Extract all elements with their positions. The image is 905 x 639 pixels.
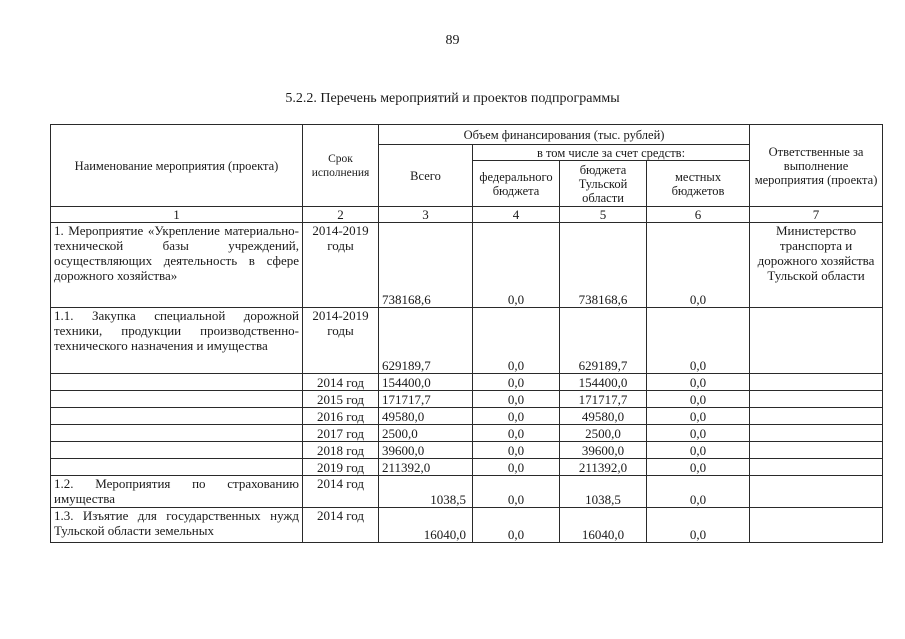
header-term: Срок исполнения bbox=[303, 125, 379, 207]
local-amount: 0,0 bbox=[647, 408, 750, 425]
responsible-party bbox=[750, 459, 883, 476]
federal-amount: 0,0 bbox=[473, 223, 560, 308]
column-number: 3 bbox=[379, 207, 473, 223]
total-amount: 629189,7 bbox=[379, 308, 473, 374]
responsible-party: Министерство транспорта и дорожного хозяйства Тульской области bbox=[750, 223, 883, 308]
total-amount: 154400,0 bbox=[379, 374, 473, 391]
regional-amount: 211392,0 bbox=[560, 459, 647, 476]
local-amount: 0,0 bbox=[647, 459, 750, 476]
federal-amount: 0,0 bbox=[473, 459, 560, 476]
activity-name: 1.1. Закупка специальной дорожной техники, продукции производственно-технического назначения и имущества bbox=[51, 308, 303, 374]
total-amount: 1038,5 bbox=[379, 476, 473, 508]
table-row bbox=[51, 459, 883, 476]
activity-name bbox=[51, 408, 303, 425]
table-row bbox=[51, 391, 883, 408]
local-amount: 0,0 bbox=[647, 508, 750, 543]
total-amount: 2500,0 bbox=[379, 425, 473, 442]
local-amount: 0,0 bbox=[647, 391, 750, 408]
header-funding: Объем финансирования (тыс. рублей) bbox=[379, 125, 750, 145]
regional-amount: 2500,0 bbox=[560, 425, 647, 442]
table-row bbox=[51, 223, 883, 308]
activities-table bbox=[50, 124, 883, 543]
local-amount: 0,0 bbox=[647, 476, 750, 508]
total-amount: 49580,0 bbox=[379, 408, 473, 425]
activity-name bbox=[51, 442, 303, 459]
activity-term: 2014 год bbox=[303, 374, 379, 391]
activity-term: 2017 год bbox=[303, 425, 379, 442]
activity-name: 1.3. Изъятие для государственных нужд Тульской области земельных bbox=[51, 508, 303, 543]
activity-term: 2014-2019 годы bbox=[303, 308, 379, 374]
local-amount: 0,0 bbox=[647, 442, 750, 459]
activity-name bbox=[51, 391, 303, 408]
regional-amount: 629189,7 bbox=[560, 308, 647, 374]
activity-term: 2014-2019 годы bbox=[303, 223, 379, 308]
responsible-party bbox=[750, 391, 883, 408]
section-title: 5.2.2. Перечень мероприятий и проектов подпрограммы bbox=[285, 91, 620, 106]
header-name: Наименование мероприятия (проекта) bbox=[51, 125, 303, 207]
responsible-party bbox=[750, 476, 883, 508]
column-number: 2 bbox=[303, 207, 379, 223]
total-amount: 211392,0 bbox=[379, 459, 473, 476]
header-including: в том числе за счет средств: bbox=[473, 145, 750, 161]
activity-name bbox=[51, 425, 303, 442]
total-amount: 39600,0 bbox=[379, 442, 473, 459]
federal-amount: 0,0 bbox=[473, 308, 560, 374]
local-amount: 0,0 bbox=[647, 374, 750, 391]
table-row bbox=[51, 308, 883, 374]
activity-term: 2016 год bbox=[303, 408, 379, 425]
activity-name bbox=[51, 374, 303, 391]
table-row bbox=[51, 374, 883, 391]
table-row bbox=[51, 425, 883, 442]
federal-amount: 0,0 bbox=[473, 508, 560, 543]
column-number: 5 bbox=[560, 207, 647, 223]
header-total: Всего bbox=[379, 145, 473, 207]
local-amount: 0,0 bbox=[647, 223, 750, 308]
table-row bbox=[51, 408, 883, 425]
federal-amount: 0,0 bbox=[473, 425, 560, 442]
federal-amount: 0,0 bbox=[473, 408, 560, 425]
federal-amount: 0,0 bbox=[473, 442, 560, 459]
responsible-party bbox=[750, 508, 883, 543]
activity-term: 2014 год bbox=[303, 476, 379, 508]
total-amount: 16040,0 bbox=[379, 508, 473, 543]
table-row bbox=[51, 442, 883, 459]
column-number: 4 bbox=[473, 207, 560, 223]
activity-name: 1.2. Мероприятия по страхованию имущества bbox=[51, 476, 303, 508]
regional-amount: 49580,0 bbox=[560, 408, 647, 425]
column-number: 1 bbox=[51, 207, 303, 223]
column-number: 7 bbox=[750, 207, 883, 223]
regional-amount: 16040,0 bbox=[560, 508, 647, 543]
table-row bbox=[51, 508, 883, 543]
column-number: 6 bbox=[647, 207, 750, 223]
header-federal: федерального бюджета bbox=[473, 161, 560, 207]
responsible-party bbox=[750, 374, 883, 391]
column-number-row bbox=[51, 207, 883, 223]
total-amount: 171717,7 bbox=[379, 391, 473, 408]
header-local: местных бюджетов bbox=[647, 161, 750, 207]
local-amount: 0,0 bbox=[647, 308, 750, 374]
responsible-party bbox=[750, 442, 883, 459]
regional-amount: 154400,0 bbox=[560, 374, 647, 391]
federal-amount: 0,0 bbox=[473, 476, 560, 508]
activity-term: 2018 год bbox=[303, 442, 379, 459]
total-amount: 738168,6 bbox=[379, 223, 473, 308]
responsible-party bbox=[750, 425, 883, 442]
federal-amount: 0,0 bbox=[473, 391, 560, 408]
responsible-party bbox=[750, 308, 883, 374]
responsible-party bbox=[750, 408, 883, 425]
activity-term: 2014 год bbox=[303, 508, 379, 543]
activity-name: 1. Мероприятие «Укрепление материально-технической базы учреждений, осуществляющих деятельность в сфере дорожного хозяйства» bbox=[51, 223, 303, 308]
activity-term: 2019 год bbox=[303, 459, 379, 476]
regional-amount: 1038,5 bbox=[560, 476, 647, 508]
header-responsible: Ответственные за выполнение мероприятия (проекта) bbox=[750, 125, 883, 207]
regional-amount: 171717,7 bbox=[560, 391, 647, 408]
page-number: 89 bbox=[445, 33, 460, 48]
header-regional: бюджета Тульской области bbox=[560, 161, 647, 207]
table-row bbox=[51, 476, 883, 508]
federal-amount: 0,0 bbox=[473, 374, 560, 391]
local-amount: 0,0 bbox=[647, 425, 750, 442]
regional-amount: 738168,6 bbox=[560, 223, 647, 308]
activity-name bbox=[51, 459, 303, 476]
activity-term: 2015 год bbox=[303, 391, 379, 408]
regional-amount: 39600,0 bbox=[560, 442, 647, 459]
